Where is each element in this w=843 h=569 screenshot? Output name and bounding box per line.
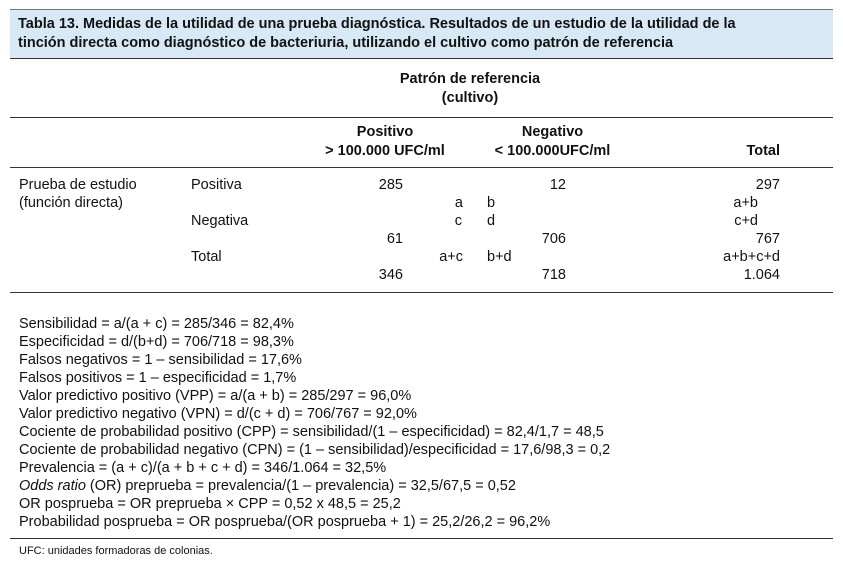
row-label-positiva: Positiva [191,177,242,193]
row-group-label: Prueba de estudio [19,177,137,193]
col-header-positivo-sub: > 100.000 UFC/ml [325,143,445,159]
reference-header: Patrón de referencia [399,71,541,87]
measure-line: Falsos positivos = 1 – especificidad = 1,7% [19,370,297,386]
cell-neg-total: 767 [755,231,780,247]
cell-letter-c: c [454,213,462,229]
row-group-label-sub: (función directa) [19,195,123,211]
cell-tot-pos: 346 [378,267,403,283]
divider [10,538,833,539]
measure-line: Especificidad = d/(b+d) = 706/718 = 98,3% [19,334,294,350]
footnote: UFC: unidades formadoras de colonias. [19,545,213,557]
cell-neg-neg: 706 [541,231,566,247]
cell-pos-pos: 285 [378,177,403,193]
cell-letter-a: a [454,195,463,211]
cell-letter-bd: b+d [487,249,512,265]
cell-letter-abcd: a+b+c+d [723,249,780,265]
measure-line: Probabilidad posprueba = OR posprueba/(OR posprueba + 1) = 25,2/26,2 = 96,2% [19,514,551,530]
cell-letter-ac: a+c [439,249,463,265]
cell-neg-pos: 61 [386,231,403,247]
row-label-negativa: Negativa [191,213,249,229]
divider [10,117,833,118]
divider [10,167,833,168]
table-title-line-2: tinción directa como diagnóstico de bacteriuria, utilizando el cultivo como patrón de referencia [18,35,674,51]
col-header-total: Total [746,143,780,159]
odds-ratio-rest: (OR) preprueba = prevalencia/(1 – prevalencia) = 32,5/67,5 = 0,52 [85,478,516,494]
odds-ratio-italic: Odds ratio [19,478,86,494]
measure-line: Sensibilidad = a/(a + c) = 285/346 = 82,4% [19,316,294,332]
cell-tot-total: 1.064 [743,267,780,283]
cell-letter-cd: c+d [734,213,758,229]
measure-line-odds [19,478,516,494]
divider [10,292,833,293]
col-header-positivo: Positivo [356,124,414,140]
col-header-negativo-sub: < 100.000UFC/ml [494,143,611,159]
cell-letter-ab: a+b [733,195,758,211]
measure-line: Valor predictivo positivo (VPP) = a/(a + b) = 285/297 = 96,0% [19,388,412,404]
measure-line: OR posprueba = OR preprueba × CPP = 0,52 x 48,5 = 25,2 [19,496,401,512]
col-header-negativo: Negativo [521,124,584,140]
measure-line: Cociente de probabilidad negativo (CPN) = (1 – sensibilidad)/especificidad = 17,6/98,3 = 0,2 [19,442,611,458]
cell-pos-neg: 12 [549,177,566,193]
table-title-box [10,9,833,59]
cell-tot-neg: 718 [541,267,566,283]
measure-line: Prevalencia = (a + c)/(a + b + c + d) = 346/1.064 = 32,5% [19,460,387,476]
table-title-line-1: Tabla 13. Medidas de la utilidad de una prueba diagnóstica. Resultados de un estudio de la utilidad de la [18,16,736,32]
row-label-total: Total [191,249,222,265]
measure-line: Falsos negativos = 1 – sensibilidad = 17,6% [19,352,302,368]
measure-line: Cociente de probabilidad positivo (CPP) = sensibilidad/(1 – especificidad) = 82,4/1,7 = 48,5 [19,424,604,440]
reference-header-sub: (cultivo) [441,90,499,106]
measure-line: Valor predictivo negativo (VPN) = d/(c + d) = 706/767 = 92,0% [19,406,417,422]
cell-letter-b: b [487,195,496,211]
cell-pos-total: 297 [755,177,780,193]
cell-letter-d: d [487,213,496,229]
